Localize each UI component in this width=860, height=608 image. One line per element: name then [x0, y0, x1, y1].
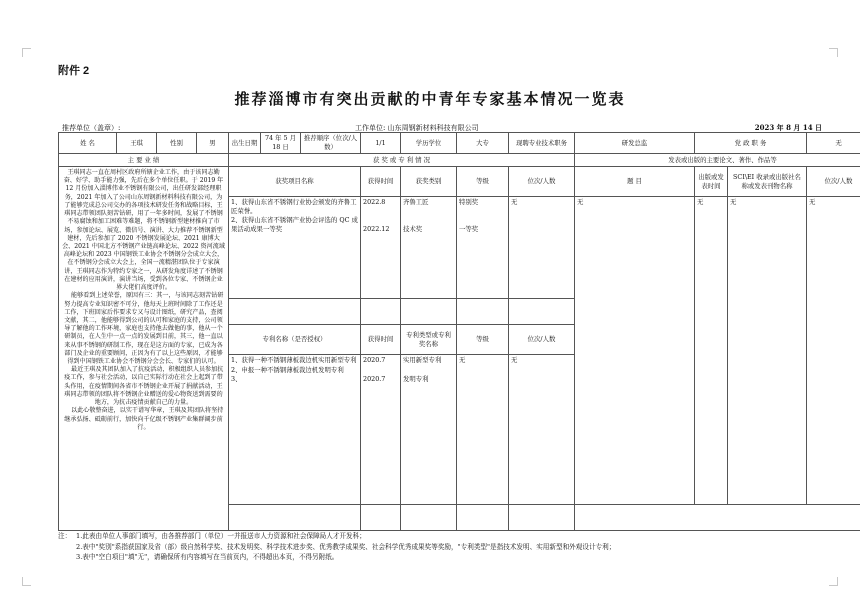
pub-rank-header: 位次/人数	[807, 167, 860, 197]
pub-rank: 无	[807, 197, 860, 505]
title-label: 现聘专业技术职务	[509, 133, 575, 154]
patent-types	[401, 355, 457, 505]
empty-cell	[457, 299, 509, 325]
empty-cell	[361, 299, 401, 325]
bio-paragraph: 王琪同志一直在周村区政府所辖企业工作，由于该同志勤奋、好学、助手能力强，先后在多个单位任职。于 2019 年 12 月份加入淄博伟业不锈钢有限公司，出任研发部经理职务，2021 年加入了公司山东周钢新材料科技有限公司，为了能够完成总公司交办的各项技术研发任务和战略目标，王琪同志带领团队刻苦钻研，用了一年多时间，发展了不锈钢不易腐蚀和加工困难等难题，将不锈钢新型建材推向了市场，参加论坛、展览、微信号、演讲、大力推荐不锈钢新型建材，先后参加了 2020 不锈钢发展论坛、2021 康博大会、2021 中国北方不锈钢产业链高峰论坛、2022 资河流域高峰论坛和 2023 中国钢铁工业协会不锈钢分会成立大会，在不锈钢分会成立大会上，全国一流精湛团队位于专家演讲，王琪同志作为特约专家之一，从研发角度详述了不锈钢在建材的应用演讲，演讲当场，受到各位专家、不锈钢企业界大佬们高度评价。	[62, 169, 225, 292]
crop-mark	[22, 48, 31, 57]
patent-rank: 无	[509, 355, 575, 505]
patent-name-header: 专利名称（是否授权）	[229, 325, 361, 355]
award-name: 1、获得山东省不锈钢行业协会颁发的齐鲁工匠荣誉。	[231, 198, 357, 215]
pub-title: 无	[575, 197, 695, 505]
award-categories	[401, 197, 457, 299]
award-category: 齐鲁工匠	[403, 198, 429, 206]
pub-journal: 无	[728, 197, 807, 505]
award-category: 技术奖	[403, 224, 423, 233]
award-times	[361, 197, 401, 299]
pub-date-header: 出版或发表时间	[695, 167, 728, 197]
empty-cell	[401, 299, 457, 325]
party-value: 无	[807, 133, 860, 154]
order-value: 1/1	[361, 133, 401, 154]
empty-cell	[401, 505, 457, 531]
award-category-header: 获奖类别	[401, 167, 457, 197]
employer-label: 工作单位:	[355, 124, 386, 132]
award-level: 特别奖	[459, 198, 479, 206]
gender-label: 性别	[157, 133, 197, 154]
awards-column-headers	[59, 167, 860, 197]
patent-type: 实用新型专利	[403, 356, 442, 364]
award-names	[229, 197, 361, 299]
note-item: 2.表中"奖别"系指获国家及省（部）级自然科学奖、技术发明奖、科学技术进步奖、优秀教学成果奖、社会科学优秀成果奖等奖励，"专利类型"是指技术发明、实用新型和外观设计专利；	[76, 542, 616, 551]
job-value: 研发总监	[575, 133, 695, 154]
empty-cell	[509, 505, 575, 531]
document-title: 推荐淄博市有突出贡献的中青年专家基本情况一览表	[234, 90, 626, 108]
awards-patents-header: 获 奖 或 专 利 情 况	[229, 154, 575, 167]
employer-value: 山东周钢新材料科技有限公司	[387, 124, 479, 132]
expert-info-table	[58, 132, 860, 531]
patent-name: 3、	[231, 375, 242, 384]
patent-name: 1、获得一种不锈钢薄板裁边机实用新型专利	[231, 356, 357, 364]
award-time-header: 获得时间	[361, 167, 401, 197]
bio-paragraph: 能够看到上述荣誉，原因有三：其一，与该同志刻苦钻研努力提高专业知识密不可分，他每天上班时间除了工作还是工作，下班回家后作要求专又与设计图纸，研究产品，查阅文献，其二，他能够得到公司的认可和家庭的支持，公司领导了解他的工作环境，家庭也支持他去做他的事，他从一个研制员，在人生中一点一点的发展到目前，其三，他一直以来从事不锈钢的研制工作，现在是这方面的专家，已成为各部门及企业的重要顾问，正因为有了以上这些原因，才能够得到中国钢铁工业协会不锈钢分会会长、专家们的认可。	[64, 292, 224, 366]
section-header-row	[59, 154, 860, 167]
patent-time: 2020.7	[363, 374, 386, 383]
note-item: 3.表中"空白项目"填"无"，请确保所有内容填写在当前页内，不得超出本页，不得另附纸。	[76, 553, 339, 562]
award-levels	[457, 197, 509, 299]
empty-cell	[229, 505, 361, 531]
notes	[58, 531, 830, 563]
patent-type: 发明专利	[403, 374, 429, 383]
bio-paragraph: 以此心敬整奋进，以实干谱写华章，王琪及其团队将坚持继承弘扬、砥砺前行，加快向千亿级不锈钢产业集群阔步前行。	[64, 407, 224, 431]
bio-paragraph: 最近王琪及其团队加入了抗疫活动，积极组织人员参加抗疫工作，参与社会活动，以自己实际行动在社会上起到了带头作用，在疫情期间各省市不锈钢企业开展了捐献活动，王琪同志带领的团队将不锈钢企业赠送的爱心物资送到需要的地方，为抗击疫情贡献自己的力量。	[64, 366, 224, 407]
patent-time-header: 获得时间	[361, 325, 401, 355]
empty-cell	[509, 299, 575, 325]
birth-label: 出生日期	[229, 133, 261, 154]
patent-names	[229, 355, 361, 505]
party-label: 党 政 职 务	[695, 133, 807, 154]
name-value: 王琪	[117, 133, 157, 154]
award-level: 一等奖	[459, 224, 479, 233]
recommender-label: 推荐单位（盖章）:	[62, 124, 121, 132]
birth-value: 74 年 5 月 18 日	[261, 133, 301, 154]
crop-mark	[829, 48, 838, 57]
gender-value: 男	[197, 133, 229, 154]
note-item: 1.此表由单位人事部门填写，由各推荐部门（单位）一并报送市人力资源和社会保障局人才开发科；	[76, 532, 366, 540]
award-time: 2022.12	[363, 224, 390, 233]
patent-times	[361, 355, 401, 505]
empty-cell	[457, 505, 509, 531]
basic-info-row	[59, 133, 860, 154]
notes-block	[58, 531, 830, 563]
award-time: 2022.8	[363, 198, 386, 206]
award-level-header: 等级	[457, 167, 509, 197]
patent-time: 2020.7	[363, 356, 386, 364]
patent-type-header: 专利类型或专利奖名称	[401, 325, 457, 355]
award-name-header: 获奖项目名称	[229, 167, 361, 197]
pub-title-header: 题 目	[575, 167, 695, 197]
patent-level: 无	[457, 355, 509, 505]
publications-header: 发表或出版的主要论文、著作、作品等	[575, 154, 860, 167]
patent-level-header: 等级	[457, 325, 509, 355]
notes-label: 注：	[58, 532, 72, 540]
award-rank-header: 位次/人数	[509, 167, 575, 197]
pub-journal-header: SCI\EI 收录或出版社名称或发表刊物名称	[728, 167, 807, 197]
order-label: 推荐顺序（位次/人数）	[301, 133, 361, 154]
annex-label: 附件 2	[58, 65, 90, 77]
crop-mark	[22, 577, 31, 586]
education-label: 学历学位	[401, 133, 457, 154]
education-value: 大专	[457, 133, 509, 154]
main-performance-text	[59, 167, 229, 531]
award-name: 2、获得山东省不锈钢产业协会评选的 QC 成果活动成果一等奖	[231, 216, 358, 233]
empty-cell	[575, 505, 860, 531]
patent-name: 2、申报一种不锈钢薄板裁边机发明专利	[231, 365, 344, 374]
name-label: 姓 名	[59, 133, 117, 154]
crop-mark	[829, 577, 838, 586]
patent-rank-header: 位次/人数	[509, 325, 575, 355]
main-performance-header: 主 要 业 绩	[59, 154, 229, 167]
report-date: 2023 年 8 月 14 日	[754, 123, 822, 132]
pub-date: 无	[695, 197, 728, 505]
empty-cell	[229, 299, 361, 325]
award-rank: 无	[509, 197, 575, 299]
empty-cell	[361, 505, 401, 531]
